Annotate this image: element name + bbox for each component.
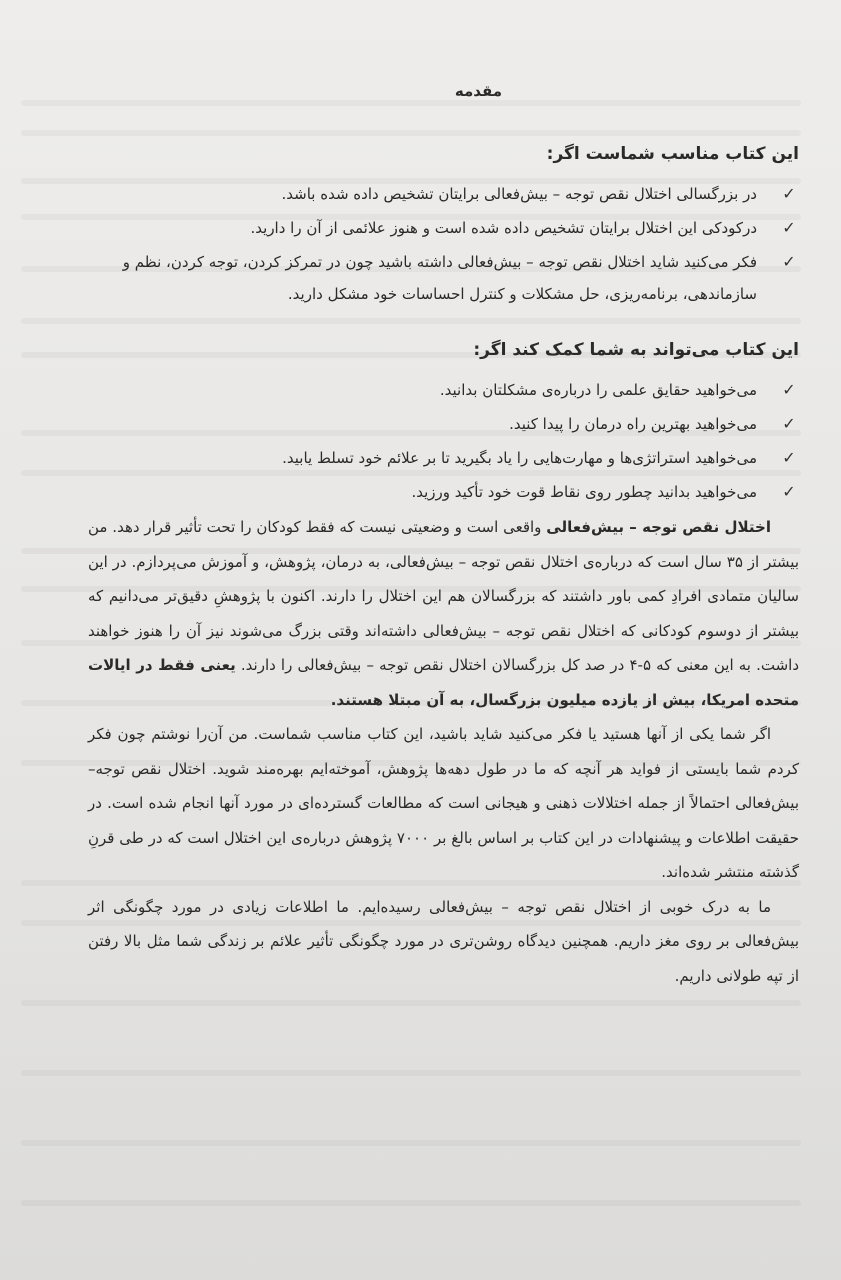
paragraph-text: واقعی است و وضعیتی نیست که فقط کودکان را تحت تأثیر قرار دهد. من بیشتر از ۳۵ سال است که درباره‌ی اختلال نقص توجه – بیش‌فعالی، به درمان، پژوهش، و آموزش می‌پردازم. در این سالیان متمادی افرادِ کمی باور داشتند که بزرگسالان هم این اختلال را دارند. اکنون با پژوهشِ دقیق‌تر می‌دانیم که بیشتر از دوسوم کودکانی که اختلال نقص توجه – بیش‌فعالی داشته‌اند وقتی بزرگ می‌شوند نیز آن را هنوز خواهند داشت. به این معنی که ۵-۴ در صد کل بزرگسالان اختلال نقص توجه – بیش‌فعالی را دارند.	[88, 518, 799, 674]
list-item	[88, 246, 799, 310]
paragraph-bold-tail: یعنی فقط در ایالات متحده امریکا، بیش از یازده میلیون بزرگسال، به آن مبتلا هستند.	[88, 656, 799, 709]
list-item	[88, 374, 799, 406]
list-item-text: در بزرگسالی اختلال نقص توجه – بیش‌فعالی برایتان تشخیص داده شده باشد.	[281, 185, 757, 203]
list-item	[88, 408, 799, 440]
list-item	[88, 442, 799, 474]
check-icon: ✓	[782, 448, 796, 467]
list-item-text: می‌خواهید بهترین راه درمان را پیدا کنید.	[509, 415, 757, 433]
section2-heading: این کتاب می‌تواند به شما کمک کند اگر:	[473, 340, 799, 360]
list-item-text: می‌خواهید بدانید چطور روی نقاط قوت خود تأکید ورزید.	[411, 483, 757, 501]
paragraph-bold-lead: اختلال نقص توجه – بیش‌فعالی	[546, 518, 771, 536]
section1-list	[88, 178, 799, 310]
list-item	[88, 178, 799, 210]
check-icon: ✓	[782, 380, 796, 399]
body-paragraph-1	[88, 510, 799, 717]
list-item	[88, 212, 799, 244]
check-icon: ✓	[782, 252, 796, 271]
check-icon: ✓	[782, 414, 796, 433]
page-content	[88, 82, 799, 993]
list-item-text: می‌خواهید حقایق علمی را درباره‌ی مشکلتان بدانید.	[439, 381, 757, 399]
section2-list	[88, 374, 799, 508]
body-paragraph-3: ما به درک خوبی از اختلال نقص توجه – بیش‌فعالی رسیده‌ایم. ما اطلاعات زیادی در مورد چگونگی اثر بیش‌فعالی بر روی مغز داریم. همچنین دیدگاه روشن‌تری در مورد چگونگی تأثیر علائم بر زندگی شما مثل بالا رفتن از تپه طولانی داریم.	[88, 897, 799, 985]
section1-heading: این کتاب مناسب شماست اگر:	[546, 144, 799, 164]
check-icon: ✓	[782, 482, 796, 501]
list-item	[88, 476, 799, 508]
check-icon: ✓	[782, 218, 796, 237]
list-item-text: درکودکی این اختلال برایتان تشخیص داده شده است و هنوز علائمی از آن را دارید.	[250, 219, 757, 237]
check-icon: ✓	[782, 184, 796, 203]
list-item-text: فکر می‌کنید شاید اختلال نقص توجه – بیش‌فعالی داشته باشید چون در تمرکز کردن، توجه کردن، نظم و سازماندهی، برنامه‌ریزی، حل مشکلات و کنترل احساسات خود مشکل دارید.	[122, 253, 757, 303]
list-item-text: می‌خواهید استراتژی‌ها و مهارت‌هایی را یاد بگیرید تا بر علائم خود تسلط یابید.	[282, 449, 757, 467]
chapter-title: مقدمه	[454, 82, 503, 100]
body-paragraph-2: اگر شما یکی از آنها هستید یا فکر می‌کنید شاید باشید، این کتاب مناسب شماست. من آن‌را نوشتم چون فکر کردم شما بایستی از فواید هر آنچه که ما در طول دهه‌ها پژوهش، آموخته‌ایم بهره‌مند شوید. اختلال نقص توجه– بیش‌فعالی احتمالاً از جمله اختلالات ذهنی و هیجانی است که مطالعات گسترده‌ای در مورد آنها انجام شده است. در حقیقت اطلاعات و پیشنهادات در این کتاب بر اساس بالغ بر ۷۰۰۰ پژوهش درباره‌ی این اختلال است که در طی قرنِ گذشته منتشر شده‌اند.	[88, 725, 799, 881]
